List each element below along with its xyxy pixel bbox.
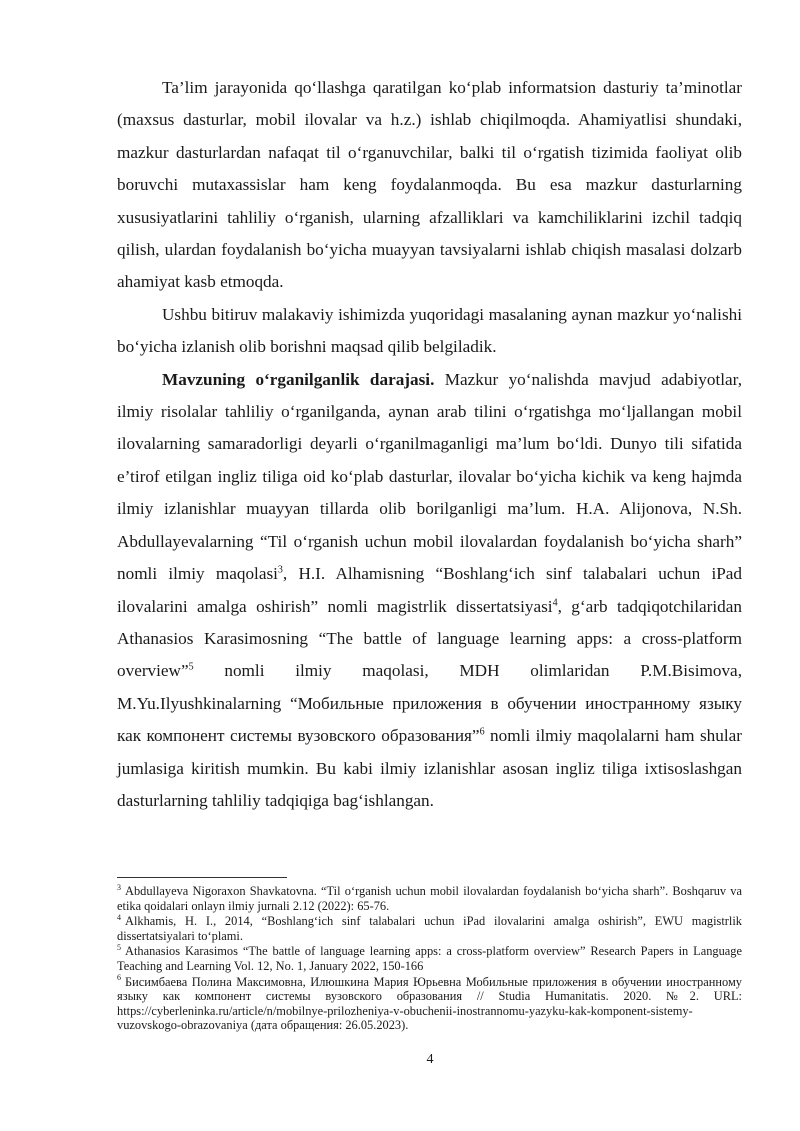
page-number: 4 xyxy=(426,1052,434,1067)
footnote-text: Abdullayeva Nigoraxon Shavkatovna. “Til o‘rganish uchun mobil ilovalardan foydalanish bo‘yicha sharh”. Boshqaruv va etika qoidalari onlayn ilmiy jurnali 2.12 (2022): 65-76. xyxy=(117,884,742,913)
footnote-number: 3 xyxy=(117,882,121,892)
footnote-number: 4 xyxy=(117,913,121,923)
footnote-5 xyxy=(117,944,742,973)
paragraph-3-part-a: Mazkur yo‘nalishda mavjud adabiyotlar, ilmiy risolalar tahliliy o‘rganilganda, aynan arab tilini o‘rgatishga mo‘ljallangan mobil ilovalarning samaradorligi deyarli o‘rganilmaganligi ma’lum bo‘ldi. Dunyo tili sifatida e’tirof etilgan ingliz tiliga oid ko‘plab dasturlar, ilovalar bo‘yicha kichik va keng hajmda ilmiy izlanishlar muayyan tillarda olib borilganligi ma’lum. H.A. Alijonova, N.Sh. Abdullayevalarning “Til o‘rganish uchun mobil ilovalardan foydalanish bo‘yicha sharh” nomli ilmiy maqolasi xyxy=(117,369,742,584)
footnote-text: Alkhamis, H. I., 2014, “Boshlang‘ich sinf talabalari uchun iPad ilovalarini amalga oshirish”, EWU magistrlik dissertatsiyalari to‘plami. xyxy=(117,914,742,943)
footnotes xyxy=(117,884,742,1034)
footnote-4 xyxy=(117,914,742,943)
footnote-text: Athanasios Karasimos “The battle of language learning apps: a cross-platform overview” Research Papers in Language Teaching and Learning Vol. 12, No. 1, January 2022, 150-166 xyxy=(117,944,742,973)
footnote-text: Бисимбаева Полина Максимовна, Илюшкина Мария Юрьевна Мобильные приложения в обучении иностранному языку как компонент системы вузовского образования // Studia Humanitatis. 2020. №2. URL: https://cyberleninka.ru/article/n/mobilnye-prilozheniya-v-obuchenii-inostrannomu-yazyku-kak-komponent-sistemy-vuzovskogo-obrazovaniya (дата обращения: 26.05.2023). xyxy=(117,974,742,1033)
footnote-ref-4[interactable]: 4 xyxy=(552,596,558,608)
footnote-separator xyxy=(117,877,287,878)
footnote-ref-5[interactable]: 5 xyxy=(188,661,194,673)
footnote-3 xyxy=(117,884,742,913)
footnote-ref-3[interactable]: 3 xyxy=(277,564,283,576)
paragraph-1: Ta’lim jarayonida qo‘llashga qaratilgan ko‘plab informatsion dasturiy ta’minotlar (maxsus dasturlar, mobil ilovalar va h.z.) ishlab chiqilmoqda. Ahamiyatlisi shundaki, mazkur dasturlardan nafaqat til o‘rganuvchilar, balki til o‘rgatish tizimida faoliyat olib boruvchi mutaxassislar ham keng foydalanmoqda. Bu esa mazkur dasturlarning xususiyatlarini tahliliy o‘rganish, ularning afzalliklari va kamchiliklarini izchil tadqiq qilish, ulardan foydalanish bo‘yicha muayyan tavsiyalarni ishlab chiqish masalasi dolzarb ahamiyat kasb etmoqda. xyxy=(117,78,742,292)
paragraph-3-part-c: , g‘arb tadqiqotchilaridan Athanasios Karasimosning “The battle of language learning apps: a cross-platform overview” xyxy=(117,596,742,681)
paragraph-2: Ushbu bitiruv malakaviy ishimizda yuqoridagi masalaning aynan mazkur yo‘nalishi bo‘yicha izlanish olib borishni maqsad qilib belgiladik. xyxy=(117,304,742,357)
paragraph-3-part-d: nomli ilmiy maqolasi, MDH olimlaridan P.M.Bisimova, M.Yu.Ilyushkinalarning “Мобильные приложения в обучении иностранному языку как компонент системы вузовского образования” xyxy=(117,661,742,746)
paragraph-3-part-e: nomli ilmiy maqolalarni ham shular jumlasiga kiritish mumkin. Bu kabi ilmiy izlanishlar asosan ingliz tiliga ixtisoslashgan dasturlarning tahliliy tadqiqiga bag‘ishlangan. xyxy=(117,726,742,810)
paragraph-3-part-b: , H.I. Alhamisning “Boshlang‘ich sinf talabalari uchun iPad ilovalarini amalga oshirish” nomli magistrlik dissertatsiyasi xyxy=(117,564,742,616)
body-text xyxy=(117,72,742,817)
footnote-ref-6[interactable]: 6 xyxy=(479,726,485,738)
footnote-number: 6 xyxy=(117,973,121,983)
section-heading: Mavzuning o‘rganilganlik darajasi. xyxy=(162,369,435,389)
footnote-6 xyxy=(117,975,742,1033)
paragraph-3 xyxy=(117,364,742,818)
footnote-number: 5 xyxy=(117,943,121,953)
